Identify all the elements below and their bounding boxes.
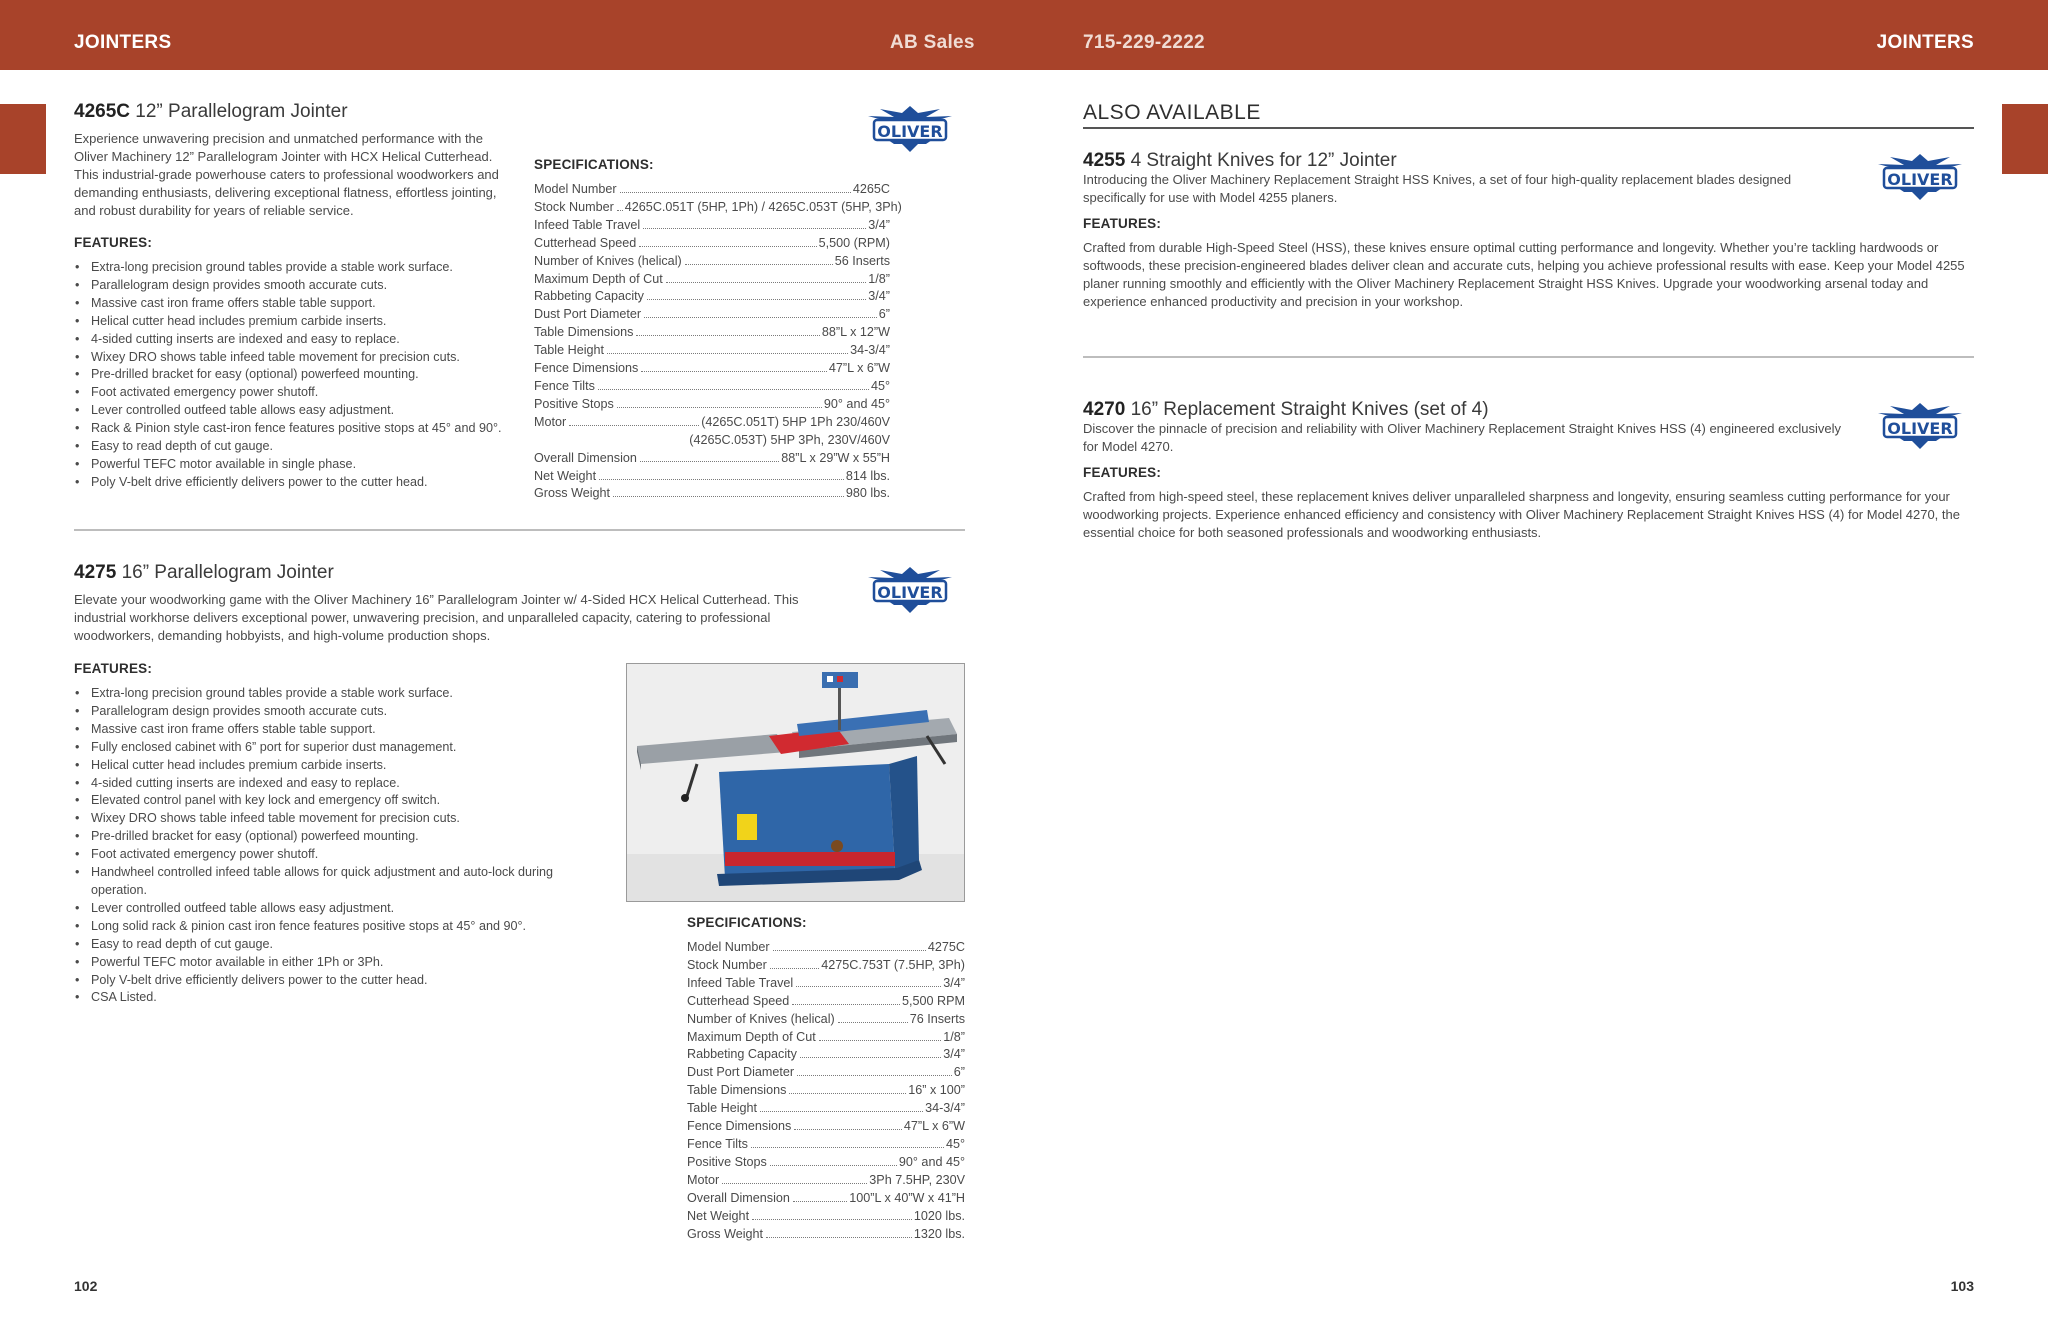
heading-underline [1083,127,1974,129]
spec-row [534,360,890,378]
spec-key: Stock Number [534,199,614,214]
list-item: • Rack & Pinion style cast-iron fence features positive stops at 45° and 90°. [74,420,514,438]
phone-number: 715-229-2222 [1083,32,1205,53]
spec-key: Gross Weight [687,1226,764,1241]
spec-key: Maximum Depth of Cut [534,271,663,286]
oliver-logo-icon [860,104,960,154]
spec-row [534,235,890,253]
spec-key: Infeed Table Travel [534,217,641,232]
dot-leader [838,1022,908,1023]
spec-value: 88”L x 29”W x 55”H [781,450,890,465]
dot-leader [796,986,941,987]
list-item: • Easy to read depth of cut gauge. [74,438,514,456]
spec-row [534,217,890,235]
page-edge-tab-right [2002,104,2048,174]
dot-leader [770,968,819,969]
list-item: • Extra-long precision ground tables provide a stable work surface. [74,259,514,277]
section-divider [1083,356,1974,358]
spec-row [534,468,890,486]
spec-value: 100”L x 40”W x 41”H [849,1190,965,1205]
dot-leader [722,1183,867,1184]
model-number: 4270 [1083,399,1126,420]
spec-value: 56 Inserts [834,253,890,268]
list-item: • 4-sided cutting inserts are indexed and easy to replace. [74,331,514,349]
dot-leader [792,1004,900,1005]
list-item: • Long solid rack & pinion cast iron fence features positive stops at 45° and 90°. [74,918,586,936]
features-text-4270: Crafted from high-speed steel, these replacement knives deliver unparalleled sharpness and longevity, ensuring seamless cutting performance for your woodworking projects. Experience enhanced efficiency and consistency with Oliver Machinery Replacement Straight Knives HSS (4) for Model 4270, the essential choice for both seasoned professionals and woodworking enthusiasts. [1083,489,1960,540]
dot-leader [760,1111,923,1112]
spec-row [687,1100,965,1118]
spec-key: Fence Tilts [534,378,595,393]
spec-row [534,414,890,432]
spec-row [534,253,890,271]
spec-key: Motor [687,1172,720,1187]
dot-leader [644,317,877,318]
product-title-4275 [74,562,334,584]
spec-key: Cutterhead Speed [687,993,790,1008]
list-item: • Helical cutter head includes premium carbide inserts. [74,757,586,775]
section-divider [74,529,965,531]
spec-row [687,1226,965,1244]
spec-value: 980 lbs. [845,486,890,501]
oliver-logo-icon [1870,152,1970,202]
list-item: • Foot activated emergency power shutoff. [74,384,514,402]
spec-key: Number of Knives (helical) [534,253,682,268]
spec-value: 3/4” [943,1047,965,1062]
product-description-4255: Introducing the Oliver Machinery Replacement Straight HSS Knives, a set of four high-quality replacement blades designed specifically for use with Model 4255 planers. [1083,172,1792,205]
spec-key: Dust Port Diameter [534,307,642,322]
page-edge-tab-left [0,104,46,174]
list-item: • Easy to read depth of cut gauge. [74,936,586,954]
spec-key: Fence Dimensions [534,361,639,376]
list-item: • Helical cutter head includes premium carbide inserts. [74,313,514,331]
list-item: • Massive cast iron frame offers stable table support. [74,721,586,739]
dot-leader [773,950,926,951]
product-description-4275: Elevate your woodworking game with the Oliver Machinery 16” Parallelogram Jointer w/ 4-Sided HCX Helical Cutterhead. This industrial workhorse delivers exceptional power, unwavering precision, and unparalleled capacity, catering to professional woodworkers, demanding hobbyists, and high-volume production shops. [74,592,799,643]
dot-leader [819,1040,942,1041]
dot-leader [685,264,833,265]
spec-row [687,1082,965,1100]
product-name: 4 Straight Knives for 12” Jointer [1130,150,1397,171]
spec-key: Fence Dimensions [687,1119,792,1134]
spec-key: Model Number [687,940,770,954]
spec-row [687,975,965,993]
spec-key: Gross Weight [534,486,611,501]
spec-row [534,485,890,503]
product-title-4270 [1083,399,1489,421]
spec-value: 6” [878,307,890,322]
spec-value: 3/4” [943,975,965,990]
features-label: FEATURES: [74,235,153,250]
spec-value: 5,500 RPM [902,993,965,1008]
spec-key: Overall Dimension [687,1190,790,1205]
spec-value: 16” x 100” [908,1083,965,1098]
oliver-logo-icon [860,565,960,615]
spec-key: Table Dimensions [534,325,634,340]
spec-value: 814 lbs. [845,468,890,483]
spec-key: Model Number [534,182,617,196]
spec-value: 4275C.753T (7.5HP, 3Ph) [821,957,965,972]
spec-row [687,993,965,1011]
spec-row [534,450,890,468]
dot-leader [620,192,851,193]
features-list-4265c [74,259,514,492]
spec-row [534,342,890,360]
spec-row [687,1136,965,1154]
features-label: FEATURES: [1083,465,1162,480]
product-name: 16” Replacement Straight Knives (set of 4) [1130,399,1489,420]
list-item: • 4-sided cutting inserts are indexed and easy to replace. [74,775,586,793]
company-name: AB Sales [890,32,975,53]
specs-table-4265c [534,181,902,503]
also-available-heading: ALSO AVAILABLE [1083,101,1261,124]
spec-value: 45° [870,378,890,393]
product-title-4265c [74,101,348,123]
product-description-4265c: Experience unwavering precision and unmatched performance with the Oliver Machinery 12” Parallelogram Jointer with HCX Helical Cutterhead. This industrial-grade powerhouse caters to professional woodworkers and demanding enthusiasts, delivering exceptional flatness, effortless jointing, and robust durability for years of reliable service. [74,131,499,218]
list-item: • Pre-drilled bracket for easy (optional) powerfeed mounting. [74,828,586,846]
spec-key: Stock Number [687,957,767,972]
logo-text: OLIVER [1887,170,1953,189]
dot-leader [617,407,822,408]
list-item: • Powerful TEFC motor available in single phase. [74,456,514,474]
spec-value: 34-3/4” [850,343,890,358]
spec-key: Dust Port Diameter [687,1065,795,1080]
spec-key: Net Weight [687,1208,750,1223]
dot-leader [752,1219,912,1220]
list-item: • Wixey DRO shows table infeed table movement for precision cuts. [74,810,586,828]
list-item: • Handwheel controlled infeed table allows for quick adjustment and auto-lock during operation. [74,864,586,900]
spec-row [687,1011,965,1029]
dot-leader [599,479,844,480]
spec-row [687,1029,965,1047]
spec-row [534,288,890,306]
spec-key: Table Dimensions [687,1083,787,1098]
spec-value: 4265C [852,182,890,196]
spec-row [687,1064,965,1082]
dot-leader [613,496,844,497]
features-text-4255: Crafted from durable High-Speed Steel (HSS), these knives ensure optimal cutting performance and longevity. Whether you’re tackling hardwoods or softwoods, these precision-engineered blades deliver clean and accurate cuts, helping you achieve professional results with ease. Keep your Model 4255 planer running smoothly and efficiently with the Oliver Machinery Replacement Straight HSS Knives. Upgrade your woodworking arsenal today and experience enhanced productivity and precision in your workshop. [1083,240,1965,309]
spec-row [687,1154,965,1172]
spec-value: 76 Inserts [909,1011,965,1026]
dot-leader [569,425,699,426]
spec-value: (4265C.053T) 5HP 3Ph, 230V/460V [689,432,890,447]
dot-leader [793,1201,847,1202]
spec-value: 3/4” [868,289,890,304]
list-item: • Lever controlled outfeed table allows easy adjustment. [74,900,586,918]
spec-value: 45° [945,1136,965,1151]
spec-key: Infeed Table Travel [687,975,794,990]
spec-row [534,306,890,324]
spec-value: 4275C [927,940,965,954]
spec-value: 1020 lbs. [913,1208,965,1223]
spec-row [687,957,965,975]
features-label: FEATURES: [1083,216,1162,231]
list-item: • Elevated control panel with key lock and emergency off switch. [74,792,586,810]
spec-row [687,1190,965,1208]
dot-leader [607,353,848,354]
spec-value: 1320 lbs. [913,1226,965,1241]
dot-leader [636,335,819,336]
list-item: • Massive cast iron frame offers stable table support. [74,295,514,313]
spec-value: 3Ph 7.5HP, 230V [869,1172,965,1187]
logo-text: OLIVER [877,583,943,602]
spec-row [534,324,890,342]
model-number: 4275 [74,562,117,583]
spec-value: 4265C.051T (5HP, 1Ph) / 4265C.053T (5HP, 3Ph) [624,199,902,214]
spec-value: 47”L x 6”W [828,361,890,376]
spec-key: Cutterhead Speed [534,235,637,250]
page-number-right: 103 [1950,1278,1974,1294]
spec-row [534,181,890,199]
dot-leader [766,1237,912,1238]
spec-key: Positive Stops [687,1154,767,1169]
specs-table-4275 [687,939,965,1243]
list-item: • Foot activated emergency power shutoff. [74,846,586,864]
spec-key: Motor [534,414,567,429]
spec-key: Net Weight [534,468,597,483]
header-bar [0,0,2048,70]
spec-row [534,432,890,450]
oliver-logo-icon [1870,401,1970,451]
spec-row [534,396,890,414]
spec-row [687,1172,965,1190]
product-name: 16” Parallelogram Jointer [121,562,334,583]
page-number-left: 102 [74,1278,98,1294]
dot-leader [641,371,827,372]
dot-leader [800,1057,941,1058]
spec-value: 1/8” [868,271,890,286]
list-item: • Pre-drilled bracket for easy (optional) powerfeed mounting. [74,366,514,384]
spec-row [534,271,890,289]
spec-value: 3/4” [868,217,890,232]
spec-value: 47”L x 6”W [903,1119,965,1134]
logo-text: OLIVER [877,122,943,141]
product-photo-jointer [626,663,965,902]
spec-key: Maximum Depth of Cut [687,1029,816,1044]
logo-text: OLIVER [1887,419,1953,438]
features-label: FEATURES: [74,661,153,676]
spec-key: Rabbeting Capacity [687,1047,797,1062]
dot-leader [751,1147,944,1148]
list-item: • Parallelogram design provides smooth accurate cuts. [74,703,586,721]
spec-key: Fence Tilts [687,1136,748,1151]
spec-row [687,1118,965,1136]
dot-leader [794,1129,902,1130]
spec-row [687,1208,965,1226]
spec-row [534,199,902,217]
spec-key: Rabbeting Capacity [534,289,644,304]
product-description-4270: Discover the pinnacle of precision and reliability with Oliver Machinery Replacement Straight Knives HSS (4) engineered exclusively for Model 4270. [1083,421,1841,454]
dot-leader [770,1165,897,1166]
product-title-4255 [1083,150,1397,172]
spec-value: 6” [953,1065,965,1080]
spec-value: 34-3/4” [925,1101,965,1116]
list-item: • Poly V-belt drive efficiently delivers power to the cutter head. [74,972,586,990]
dot-leader [639,246,816,247]
list-item: • Extra-long precision ground tables provide a stable work surface. [74,685,586,703]
dot-leader [643,228,866,229]
spec-key: Overall Dimension [534,450,637,465]
jointer-illustration [627,664,965,902]
spec-value: 88”L x 12”W [821,325,890,340]
dot-leader [647,299,866,300]
list-item: • CSA Listed. [74,989,586,1007]
spec-row [534,378,890,396]
product-name: 12” Parallelogram Jointer [135,101,348,122]
model-number: 4265C [74,101,130,122]
spec-key: Positive Stops [534,396,614,411]
dot-leader [640,461,779,462]
dot-leader [598,389,869,390]
specifications-label: SPECIFICATIONS: [687,915,807,930]
list-item: • Lever controlled outfeed table allows easy adjustment. [74,402,514,420]
dot-leader [617,210,623,211]
spec-value: 90° and 45° [898,1154,965,1169]
spec-key: Table Height [534,343,605,358]
dot-leader [797,1075,952,1076]
section-title-right: JOINTERS [1876,32,1974,53]
model-number: 4255 [1083,150,1126,171]
list-item: • Powerful TEFC motor available in either 1Ph or 3Ph. [74,954,586,972]
list-item: • Wixey DRO shows table infeed table movement for precision cuts. [74,349,514,367]
list-item: • Fully enclosed cabinet with 6” port for superior dust management. [74,739,586,757]
list-item: • Parallelogram design provides smooth accurate cuts. [74,277,514,295]
spec-key: Table Height [687,1101,758,1116]
spec-value: 1/8” [943,1029,965,1044]
spec-value: 5,500 (RPM) [818,235,890,250]
spec-value: (4265C.051T) 5HP 1Ph 230/460V [701,414,890,429]
dot-leader [666,282,867,283]
specifications-label: SPECIFICATIONS: [534,157,654,172]
spec-row [687,1046,965,1064]
spec-key: Number of Knives (helical) [687,1011,835,1026]
spec-value: 90° and 45° [823,396,890,411]
dot-leader [789,1093,906,1094]
list-item: • Poly V-belt drive efficiently delivers power to the cutter head. [74,474,514,492]
spec-row [687,939,965,957]
section-title-left: JOINTERS [74,32,172,53]
features-list-4275 [74,685,586,1007]
